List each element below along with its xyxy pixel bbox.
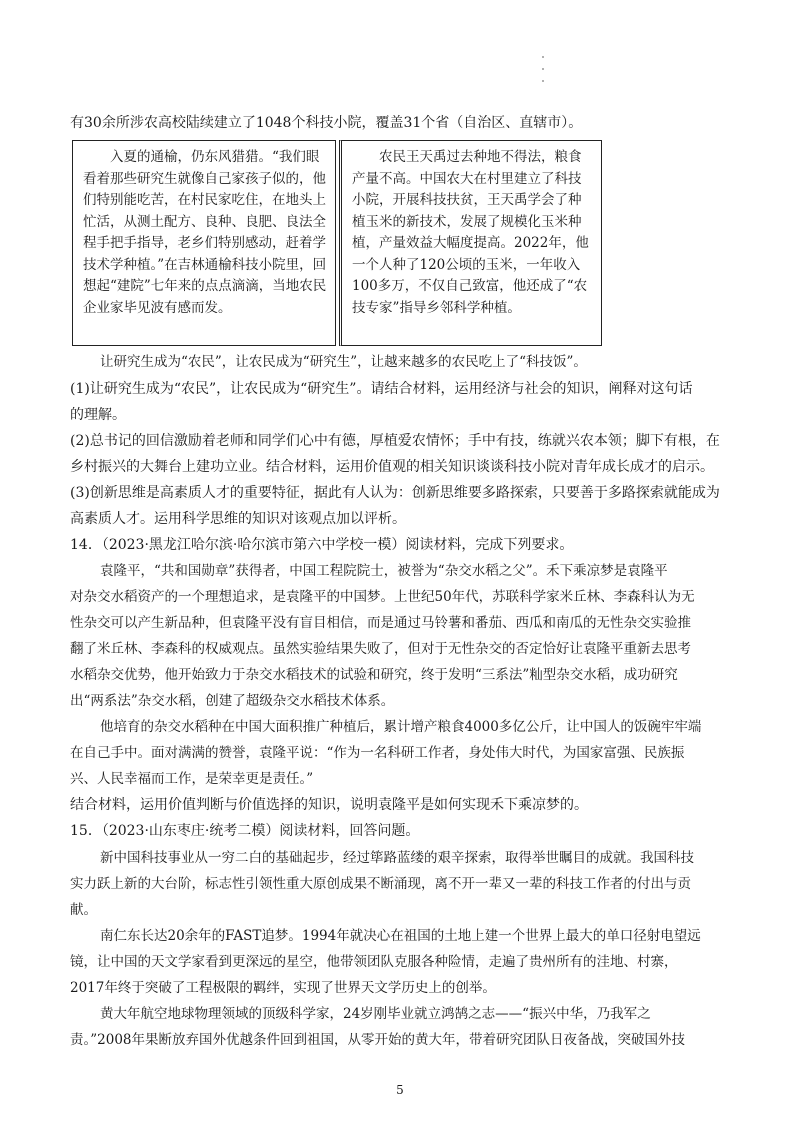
text-line: 让研究生成为“农民”，让农民成为“研究生”，让越来越多的农民吃上了“科技饭”。 xyxy=(100,354,587,370)
page-number: 5 xyxy=(396,1083,404,1097)
material-right-text: 农民王天禹过去种地不得法，粮食产量不高。中国农大在村里建立了科技小院，开展科技扶贫，王天禹学会了种植玉米的新技术，发展了规模化玉米种植，产量效益大幅度提高。2022年，他一个人种了120公顷的玉米，一年收入100多万，不仅自己致富，他还成了“农技专家”指导乡邻科学种植。 xyxy=(352,149,589,316)
material-line: 性杂交可以产生新品种，但袁隆平没有盲目相信，而是通过马铃薯和番茄、西瓜和南瓜的无性杂交实验推 xyxy=(70,615,691,631)
material-line: 他培育的杂交水稻种在中国大面积推广种植后，累计增产粮食4000多亿公斤，让中国人的饭碗牢牢端 xyxy=(100,719,702,735)
question-heading-14: 14．（2023·黑龙江哈尔滨·哈尔滨市第六中学校一模）阅读材料，完成下列要求。 xyxy=(70,537,574,553)
question-heading-15: 15．（2023·山东枣庄·统考二模）阅读材料，回答问题。 xyxy=(70,823,420,839)
material-line: 2017年终于突破了工程极限的羁绊，实现了世界天文学历史上的创举。 xyxy=(70,980,496,996)
material-line: 兴、人民幸福而工作，是荣幸更是责任。” xyxy=(70,771,314,787)
question-line: (3)创新思维是高素质人才的重要特征，据此有人认为：创新思维要多路探索，只要善于多路探索就能成为 xyxy=(70,485,720,501)
material-line: 在自己手中。面对满满的赞誉，袁隆平说：“作为一名科研工作者，身处伟大时代，为国家富强、民族振 xyxy=(70,745,685,761)
material-line: 实力跃上新的大台阶，标志性引领性重大原创成果不断涌现，离不开一辈又一辈的科技工作者的付出与贡 xyxy=(70,876,691,892)
question-line: 结合材料，运用价值判断与价值选择的知识，说明袁隆平是如何实现禾下乘凉梦的。 xyxy=(70,797,588,813)
material-line: 对杂交水稻资产的一个理想追求，是袁隆平的中国梦。上世纪50年代，苏联科学家米丘林、李森科认为无 xyxy=(70,589,695,605)
material-line: 献。 xyxy=(70,902,97,918)
top-line: 有30余所涉农高校陆续建立了1048个科技小院，覆盖31个省（自治区、直辖市）。 xyxy=(70,115,583,131)
material-line: 水稻杂交优势，他开始致力于杂交水稻技术的试验和研究，终于发明“三系法”籼型杂交水稻，成功研究 xyxy=(70,667,678,683)
question-line: (2)总书记的回信激励着老师和同学们心中有德，厚植爱农情怀；手中有技，练就兴农本领；脚下有根，在 xyxy=(70,433,720,449)
question-line: 的理解。 xyxy=(70,407,126,423)
material-box-right xyxy=(339,140,602,346)
material-line: 出“两系法”杂交水稻，创建了超级杂交水稻技术体系。 xyxy=(70,693,395,709)
material-line: 镜，让中国的天文学家看到更深远的星空，他带领团队克服各种险情，走遍了贵州所有的洼地、村寨， xyxy=(70,954,678,970)
decorative-dots xyxy=(542,56,546,92)
material-line: 翻了米丘林、李森科的权威观点。虽然实验结果失败了，但对于无性杂交的否定恰好让袁隆平重新去思考 xyxy=(70,641,691,657)
material-left-text: 入夏的通榆，仍东风猎猎。“我们眼看着那些研究生就像自己家孩子似的，他们特别能吃苦，在村民家吃住，在地头上忙活，从测土配方、良种、良肥、良法全程手把手指导，老乡们特别感动，赶着学技术学种植。”在吉林通榆科技小院里，回想起“建院”七年来的点点滴滴，当地农民企业家毕见波有感而发。 xyxy=(83,149,327,316)
material-line: 新中国科技事业从一穷二白的基础起步，经过筚路蓝缕的艰辛探索，取得举世瞩目的成就。我国科技 xyxy=(100,850,694,866)
material-line: 南仁东长达20余年的FAST追梦。1994年就决心在祖国的土地上建一个世界上最大的单口径射电望远 xyxy=(100,928,701,944)
question-line: 高素质人才。运用科学思维的知识对该观点加以评析。 xyxy=(70,511,406,527)
material-box-left xyxy=(72,140,336,346)
material-line: 黄大年航空地球物理领域的顶级科学家，24岁刚毕业就立鸿鹄之志——“振兴中华，乃我军之 xyxy=(100,1006,651,1022)
question-line: 乡村振兴的大舞台上建功立业。结合材料，运用价值观的相关知识谈谈科技小院对青年成长成才的启示。 xyxy=(70,459,714,475)
question-line: (1)让研究生成为“农民”，让农民成为“研究生”。请结合材料，运用经济与社会的知识，阐释对这句话 xyxy=(70,381,693,397)
material-line: 袁隆平，“共和国勋章”获得者，中国工程院院士，被誉为“杂交水稻之父”。禾下乘凉梦是袁隆平 xyxy=(100,563,668,579)
material-line: 责。”2008年果断放弃国外优越条件回到祖国，从零开始的黄大年，带着研究团队日夜备战，突破国外技 xyxy=(70,1032,686,1048)
